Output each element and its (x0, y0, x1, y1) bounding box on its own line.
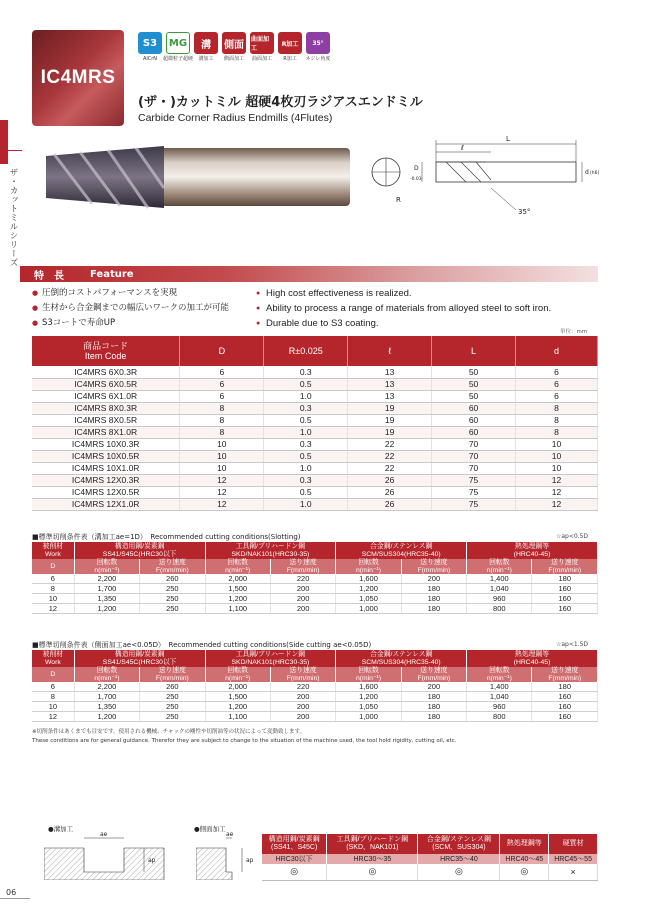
table-cell: 22 (348, 450, 432, 462)
item-table-header: 商品コード Item Code (32, 336, 180, 366)
side-workpiece (196, 848, 232, 880)
feed-header: 送り速度 F(mm/min) (401, 559, 466, 574)
table-cell: 10 (516, 438, 598, 450)
slotting-diagram (44, 832, 174, 880)
table-row (32, 414, 598, 426)
table-cell: 70 (432, 438, 516, 450)
header-row (32, 650, 598, 667)
page-number-line (0, 898, 30, 899)
table-cell: 1,500 (205, 584, 270, 594)
table-cell: 0.5 (264, 486, 348, 498)
table-cell: 1,200 (74, 604, 139, 614)
table-cell: 180 (401, 712, 466, 722)
table-cell: 1,050 (336, 702, 401, 712)
side-accent-bar (0, 120, 8, 164)
table-cell: 12 (180, 486, 264, 498)
table-cell: 1,400 (467, 682, 532, 692)
table-cell: 250 (140, 584, 205, 594)
page-title-jp: (ザ・)カットミル 超硬4枚刃ラジアスエンドミル (138, 95, 423, 110)
label-d: d (585, 169, 589, 176)
table-cell: 800 (467, 604, 532, 614)
slotting-table-title: ■標準切削条件表（溝加工ae=1D） Recommended cutting conditions(Slotting) (32, 533, 301, 541)
table-cell: IC4MRS 8X1.0R (32, 426, 180, 438)
table-cell: 50 (432, 390, 516, 402)
material-header: 熱処理鋼等 (500, 834, 549, 854)
table-cell: IC4MRS 10X0.5R (32, 450, 180, 462)
table-cell: 8 (32, 584, 74, 594)
unit-label: 単位：mm (560, 329, 588, 335)
side-view-flutes (436, 162, 491, 182)
table-cell: 0.5 (264, 378, 348, 390)
table-cell: 260 (140, 682, 205, 692)
feature-list-en (256, 286, 598, 331)
slot-workpiece (44, 848, 164, 880)
feature-jp-item: ● 圧倒的コストパフォーマンスを実現 (32, 286, 258, 301)
table-row (32, 474, 598, 486)
table-cell: 250 (140, 712, 205, 722)
subheader-row (32, 667, 598, 682)
table-cell: IC4MRS 6X1.0R (32, 390, 180, 402)
rpm-header: 回転数 n(min⁻¹) (74, 667, 139, 682)
table-row (32, 692, 598, 702)
table-cell: 1,100 (205, 712, 270, 722)
table-cell: 1,200 (336, 692, 401, 702)
table-cell: 160 (532, 594, 598, 604)
suitability-cell: ◎ (500, 864, 549, 880)
table-cell: IC4MRS 6X0.3R (32, 366, 180, 378)
item-table-header: R±0.025 (264, 336, 348, 366)
tool-flutes (46, 146, 164, 208)
dimension-D-d-lines (422, 162, 582, 182)
hardness-cell: HRC45～55 (549, 854, 598, 864)
rpm-header: 回転数 n(min⁻¹) (336, 559, 401, 574)
table-cell: 2,200 (74, 682, 139, 692)
badge-caption: AlCrN (142, 56, 158, 62)
table-cell: 200 (270, 692, 335, 702)
work-header: 被削材 Work (32, 542, 74, 559)
badge-caption: ネジレ角度 (305, 56, 331, 62)
table-cell: 10 (180, 450, 264, 462)
rpm-header: 回転数 n(min⁻¹) (205, 559, 270, 574)
table-cell: 1,350 (74, 702, 139, 712)
table-cell: 10 (32, 594, 74, 604)
table-cell: 19 (348, 426, 432, 438)
work-header: 被削材 Work (32, 650, 74, 667)
table-cell: 50 (432, 378, 516, 390)
hardness-row (262, 854, 598, 864)
table-cell: 0.3 (264, 366, 348, 378)
table-cell: 180 (532, 574, 598, 584)
table-cell: 8 (180, 402, 264, 414)
side-ap-label: ap (246, 857, 254, 864)
badge-icon: R加工 (278, 32, 302, 54)
table-cell: 1.0 (264, 426, 348, 438)
table-row (32, 390, 598, 402)
table-cell: 180 (532, 682, 598, 692)
slotting-table-note: ☆ap<0.5D (556, 533, 589, 540)
label-R: R (396, 196, 401, 204)
table-cell: 2,200 (74, 574, 139, 584)
table-cell: 200 (270, 594, 335, 604)
label-L: L (506, 135, 510, 143)
table-cell: IC4MRS 8X0.5R (32, 414, 180, 426)
feature-en-item: ● High cost effectiveness is realized. (256, 286, 598, 301)
table-cell: 200 (270, 712, 335, 722)
material-header: 工具鋼/プリハードン鋼 SKD/NAK101(HRC30-35) (205, 650, 336, 667)
table-cell: 10 (516, 462, 598, 474)
table-cell: 250 (140, 604, 205, 614)
table-cell: 1,050 (336, 594, 401, 604)
table-cell: 250 (140, 594, 205, 604)
badge-caption: R加工 (283, 56, 297, 62)
label-helix-angle: 35° (518, 208, 531, 216)
feature-list-jp (32, 286, 258, 331)
table-row (32, 366, 598, 378)
table-cell: 8 (180, 414, 264, 426)
table-cell: 70 (432, 450, 516, 462)
side-cutting-table-title: ■標準切削条件表（側面加工ae<0.05D） Recommended cutting conditions(Side cutting ae<0.05D) (32, 641, 372, 649)
table-cell: 75 (432, 474, 516, 486)
table-cell: 22 (348, 438, 432, 450)
table-cell: 220 (270, 682, 335, 692)
suitability-cell: ◎ (262, 864, 327, 880)
product-code-box (32, 30, 124, 126)
table-cell: 160 (532, 604, 598, 614)
table-cell: 60 (432, 414, 516, 426)
material-header: 構造用鋼/炭素鋼 (SS41、S45C) (262, 834, 327, 854)
badge-icon: 35° (306, 32, 330, 54)
table-cell: 200 (270, 584, 335, 594)
table-cell: 0.5 (264, 414, 348, 426)
table-cell: 960 (467, 702, 532, 712)
table-cell: 13 (348, 390, 432, 402)
table-cell: 1,600 (336, 574, 401, 584)
table-row (32, 378, 598, 390)
footnote-en: These conditions are for general guidance. Therefor they are subject to change to the situation of the machine used, the tool hold rigidity, cutting oil, etc. (32, 738, 457, 744)
table-cell: 160 (532, 712, 598, 722)
table-cell: 1,000 (336, 604, 401, 614)
table-cell: IC4MRS 12X0.5R (32, 486, 180, 498)
header-row (32, 542, 598, 559)
header-row (262, 834, 598, 854)
hardness-cell: HRC30以下 (262, 854, 327, 864)
table-cell: 0.3 (264, 402, 348, 414)
table-cell: 200 (270, 604, 335, 614)
slotting-diagram-label: ●溝加工 (48, 825, 74, 833)
badge-icon: 曲面加工 (250, 32, 274, 54)
rpm-header: 回転数 n(min⁻¹) (205, 667, 270, 682)
table-cell: 800 (467, 712, 532, 722)
table-cell: 10 (180, 438, 264, 450)
table-cell: 10 (32, 702, 74, 712)
material-header: 熱処理鋼等 (HRC40-45) (467, 650, 598, 667)
table-cell: 1,200 (205, 702, 270, 712)
table-cell: 180 (401, 692, 466, 702)
table-cell: 60 (432, 426, 516, 438)
badge-icon: 側面 (222, 32, 246, 54)
table-cell: 160 (532, 702, 598, 712)
table-cell: 8 (32, 692, 74, 702)
feed-header: 送り速度 F(mm/min) (270, 559, 335, 574)
table-cell: 1,500 (205, 692, 270, 702)
feed-header: 送り速度 F(mm/min) (140, 559, 205, 574)
label-d-tolerance: (h6) (590, 171, 600, 176)
material-header: 硬質材 (549, 834, 598, 854)
table-cell: 12 (516, 474, 598, 486)
label-l: ℓ (461, 144, 464, 152)
table-cell: 1,040 (467, 584, 532, 594)
badge-caption: 溝加工 (198, 56, 214, 62)
endmill-photo (40, 140, 352, 212)
table-cell: 60 (432, 402, 516, 414)
table-cell: 2,000 (205, 682, 270, 692)
rpm-header: 回転数 n(min⁻¹) (74, 559, 139, 574)
material-header: 熱処理鋼等 (HRC40-45) (467, 542, 598, 559)
subheader-row (32, 559, 598, 574)
table-cell: 12 (516, 486, 598, 498)
feature-jp-item: ● S3コートで寿命UP (32, 316, 258, 331)
table-cell: IC4MRS 10X1.0R (32, 462, 180, 474)
table-cell: 1,700 (74, 584, 139, 594)
material-header: 合金鋼/ステンレス鋼 SCM/SUS304(HRC35-40) (336, 650, 467, 667)
label-D: D (414, 165, 419, 172)
table-cell: 250 (140, 692, 205, 702)
badge-icon: MG (166, 32, 190, 54)
feed-header: 送り速度 F(mm/min) (401, 667, 466, 682)
material-suitability-table (262, 834, 598, 881)
table-row (32, 702, 598, 712)
badge-caption: 超微粒子超硬 (163, 56, 194, 62)
table-cell: 1,200 (336, 584, 401, 594)
table-row (32, 584, 598, 594)
table-cell: 1,000 (336, 712, 401, 722)
table-cell: 1,200 (205, 594, 270, 604)
table-cell: 8 (180, 426, 264, 438)
side-cutting-conditions-table (32, 650, 598, 722)
tool-shank (158, 148, 350, 206)
item-dimension-table (32, 336, 598, 511)
table-cell: 1,040 (467, 692, 532, 702)
table-cell: 6 (516, 366, 598, 378)
feature-en-item: ● Durable due to S3 coating. (256, 316, 598, 331)
tool-dimension-drawing (356, 132, 606, 222)
table-cell: 12 (32, 604, 74, 614)
side-cutting-diagram (196, 832, 262, 880)
side-accent-line (0, 150, 22, 151)
hardness-cell: HRC35～40 (418, 854, 500, 864)
table-row (32, 682, 598, 692)
table-row (32, 594, 598, 604)
hardness-cell: HRC40～45 (500, 854, 549, 864)
table-row (32, 574, 598, 584)
table-cell: 26 (348, 486, 432, 498)
slot-ae-label: ae (100, 832, 108, 838)
table-cell: 0.3 (264, 438, 348, 450)
table-cell: 1.0 (264, 462, 348, 474)
table-row (32, 450, 598, 462)
table-cell: 50 (432, 366, 516, 378)
table-cell: 6 (32, 574, 74, 584)
badge-caption: 曲面加工 (251, 56, 272, 62)
table-cell: 1,400 (467, 574, 532, 584)
rpm-header: 回転数 n(min⁻¹) (336, 667, 401, 682)
table-cell: 13 (348, 366, 432, 378)
item-table-header: D (180, 336, 264, 366)
table-cell: 0.3 (264, 474, 348, 486)
table-cell: 1,100 (205, 604, 270, 614)
table-cell: 160 (532, 692, 598, 702)
table-cell: 200 (401, 682, 466, 692)
material-header: 構造用鋼/炭素鋼 SS41/S45C(HRC30以下 (74, 542, 205, 559)
table-cell: 6 (180, 390, 264, 402)
feature-label-en: Feature (90, 268, 134, 280)
table-cell: IC4MRS 10X0.3R (32, 438, 180, 450)
table-cell: IC4MRS 8X0.3R (32, 402, 180, 414)
diameter-header: D (32, 559, 74, 574)
table-cell: 1,600 (336, 682, 401, 692)
table-cell: 70 (432, 462, 516, 474)
table-cell: 0.5 (264, 450, 348, 462)
table-cell: 6 (180, 366, 264, 378)
table-cell: 1,350 (74, 594, 139, 604)
page-number: 06 (6, 888, 17, 897)
dimension-L-line (436, 140, 576, 162)
table-cell: 2,000 (205, 574, 270, 584)
item-table-header: d (516, 336, 598, 366)
item-table-header: L (432, 336, 516, 366)
table-cell: 8 (516, 402, 598, 414)
item-table-header: ℓ (348, 336, 432, 366)
table-cell: 10 (516, 450, 598, 462)
material-header: 工具鋼/プリハードン鋼 (SKD、NAK101) (327, 834, 418, 854)
table-cell: 10 (180, 462, 264, 474)
table-row (32, 462, 598, 474)
table-cell: 26 (348, 474, 432, 486)
table-cell: 75 (432, 486, 516, 498)
badge-caption: 側面加工 (223, 56, 244, 62)
product-code: IC4MRS (40, 67, 116, 88)
table-cell: 960 (467, 594, 532, 604)
suitability-cell: ◎ (327, 864, 418, 880)
table-cell: 1.0 (264, 390, 348, 402)
feature-section-header (20, 266, 598, 282)
table-cell: 180 (401, 594, 466, 604)
table-cell: 180 (401, 584, 466, 594)
side-dimension-lines (226, 838, 242, 872)
table-cell: 1,700 (74, 692, 139, 702)
table-cell: 220 (270, 574, 335, 584)
table-cell: 6 (180, 378, 264, 390)
label-D-tolerance: -0.03 (410, 177, 422, 182)
suitability-cell: × (549, 864, 598, 880)
table-cell: 12 (516, 498, 598, 510)
table-cell: 8 (516, 414, 598, 426)
suitability-row (262, 864, 598, 880)
table-cell: 26 (348, 498, 432, 510)
badge-icon: 溝 (194, 32, 218, 54)
material-header: 工具鋼/プリハードン鋼 SKD/NAK101(HRC30-35) (205, 542, 336, 559)
table-cell: IC4MRS 12X0.3R (32, 474, 180, 486)
table-row (32, 438, 598, 450)
material-header: 合金鋼/ステンレス鋼 (SCM、SUS304) (418, 834, 500, 854)
side-cutting-diagram-label: ●側面加工 (194, 825, 226, 833)
table-cell: 22 (348, 462, 432, 474)
side-view-body (436, 162, 576, 182)
material-header: 構造用鋼/炭素鋼 SS41/S45C(HRC30以下 (74, 650, 205, 667)
table-cell: 260 (140, 574, 205, 584)
table-row (32, 426, 598, 438)
diameter-header: D (32, 667, 74, 682)
feature-label-jp: 特 長 (34, 270, 64, 282)
table-cell: 6 (516, 378, 598, 390)
series-side-label: ザ・カットミルシリーズ (8, 168, 18, 267)
rpm-header: 回転数 n(min⁻¹) (467, 559, 532, 574)
table-cell: 19 (348, 402, 432, 414)
table-cell: 180 (401, 702, 466, 712)
table-cell: 8 (516, 426, 598, 438)
table-cell: 180 (401, 604, 466, 614)
table-cell: 160 (532, 584, 598, 594)
table-cell: 19 (348, 414, 432, 426)
badge-icon: S3 (138, 32, 162, 54)
feed-header: 送り速度 F(mm/min) (140, 667, 205, 682)
table-cell: 6 (32, 682, 74, 692)
table-row (32, 604, 598, 614)
hardness-cell: HRC30～35 (327, 854, 418, 864)
table-cell: 200 (270, 702, 335, 712)
material-header: 合金鋼/ステンレス鋼 SCM/SUS304(HRC35-40) (336, 542, 467, 559)
table-cell: 1,200 (74, 712, 139, 722)
side-ae-label: ae (226, 832, 234, 838)
table-cell: 12 (180, 498, 264, 510)
feed-header: 送り速度 F(mm/min) (532, 559, 598, 574)
feature-en-item: ● Ability to process a range of materials from alloyed steel to soft iron. (256, 301, 598, 316)
side-cutting-table-note: ☆ap<1.5D (556, 641, 589, 648)
feed-header: 送り速度 F(mm/min) (270, 667, 335, 682)
table-cell: 6 (516, 390, 598, 402)
table-cell: IC4MRS 6X0.5R (32, 378, 180, 390)
table-cell: IC4MRS 12X1.0R (32, 498, 180, 510)
angle-line (491, 188, 516, 210)
table-cell: 250 (140, 702, 205, 712)
table-row (32, 712, 598, 722)
table-cell: 12 (180, 474, 264, 486)
table-row (32, 402, 598, 414)
suitability-cell: ◎ (418, 864, 500, 880)
table-cell: 12 (32, 712, 74, 722)
feed-header: 送り速度 F(mm/min) (532, 667, 598, 682)
rpm-header: 回転数 n(min⁻¹) (467, 667, 532, 682)
slotting-conditions-table (32, 542, 598, 614)
table-cell: 13 (348, 378, 432, 390)
table-row (32, 486, 598, 498)
footnote-jp: ※切削条件はあくまでも目安です。使用される機械、チャックの剛性や切削油等の状況によって変動致します。 (32, 729, 306, 735)
table-cell: 1.0 (264, 498, 348, 510)
table-cell: 200 (401, 574, 466, 584)
table-cell: 75 (432, 498, 516, 510)
slot-ap-label: ap (148, 857, 156, 864)
feature-jp-item: ● 生材から合金鋼までの幅広いワークの加工が可能 (32, 301, 258, 316)
table-row (32, 498, 598, 510)
page-title-en: Carbide Corner Radius Endmills (4Flutes) (138, 112, 333, 124)
